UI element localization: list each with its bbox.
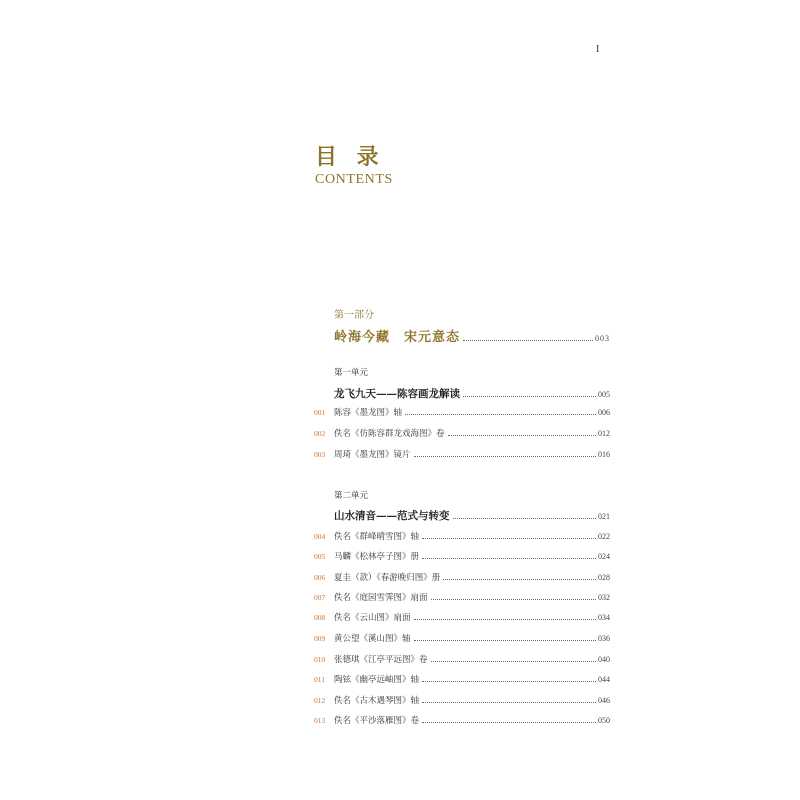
page-number: 003 [595, 334, 610, 343]
part-title: 岭海今藏 宋元意态 [334, 330, 461, 345]
leader-dots [463, 396, 596, 397]
item-number: 003 [314, 450, 326, 459]
item-title: 张德琪《江亭平远图》卷 [334, 655, 428, 665]
list-item[interactable] [334, 673, 610, 685]
leader-dots [422, 702, 596, 703]
page-folio: I [596, 44, 600, 55]
unit-title-entry[interactable] [334, 508, 610, 523]
item-title: 陈容《墨龙图》轴 [334, 408, 403, 418]
item-number: 006 [314, 573, 326, 582]
list-item[interactable] [334, 632, 610, 644]
unit-label: 第二单元 [334, 491, 369, 501]
page-number: 024 [598, 552, 610, 561]
list-item[interactable] [334, 653, 610, 665]
list-item[interactable] [334, 448, 610, 460]
leader-dots [414, 640, 596, 641]
item-title: 佚名《古木遇琴图》轴 [334, 696, 420, 706]
item-title: 黄公望《溪山图》轴 [334, 634, 411, 644]
item-number: 002 [314, 429, 326, 438]
toc-title-english: CONTENTS [315, 172, 393, 187]
page-number: 005 [598, 390, 610, 399]
item-title: 陶铉《幽亭远岫图》轴 [334, 675, 420, 685]
item-number: 011 [314, 675, 325, 684]
leader-dots [431, 599, 596, 600]
page-number: 032 [598, 593, 610, 602]
item-title: 佚名《仿陈容群龙戏海图》卷 [334, 429, 445, 439]
leader-dots [422, 681, 596, 682]
list-item[interactable] [334, 550, 610, 562]
list-item[interactable] [334, 591, 610, 603]
page-number: 021 [598, 512, 610, 521]
page-number: 012 [598, 429, 610, 438]
page-number: 022 [598, 532, 610, 541]
item-title: 佚名《云山图》扇面 [334, 613, 411, 623]
item-title: 马麟《松林亭子图》册 [334, 552, 420, 562]
leader-dots [414, 619, 596, 620]
item-title: 周琦《墨龙图》镜片 [334, 450, 411, 460]
item-number: 013 [314, 716, 326, 725]
list-item[interactable] [334, 427, 610, 439]
leader-dots [443, 579, 596, 580]
item-number: 012 [314, 696, 326, 705]
item-number: 008 [314, 613, 326, 622]
item-number: 007 [314, 593, 326, 602]
leader-dots [422, 722, 596, 723]
item-number: 001 [314, 408, 326, 417]
page-number: 050 [598, 716, 610, 725]
page-number: 006 [598, 408, 610, 417]
item-title: 佚名《庭园雪霁图》扇面 [334, 593, 428, 603]
item-number: 010 [314, 655, 326, 664]
leader-dots [422, 538, 596, 539]
page-number: 028 [598, 573, 610, 582]
list-item[interactable] [334, 406, 610, 418]
item-title: 佚名《平沙落雁图》卷 [334, 716, 420, 726]
item-number: 004 [314, 532, 326, 541]
page-number: 036 [598, 634, 610, 643]
unit-title-entry[interactable] [334, 386, 610, 401]
leader-dots [448, 435, 596, 436]
page-number: 040 [598, 655, 610, 664]
leader-dots [422, 558, 596, 559]
part-label: 第一部分 [334, 310, 374, 321]
leader-dots [414, 456, 596, 457]
page-number: 046 [598, 696, 610, 705]
unit-title: 龙飞九天——陈容画龙解读 [334, 388, 460, 400]
toc-title-chinese: 目 录 [315, 144, 385, 170]
leader-dots [405, 414, 596, 415]
page-number: 044 [598, 675, 610, 684]
leader-dots [463, 340, 593, 341]
item-title: 佚名《群峰晴雪图》轴 [334, 532, 420, 542]
page-number: 034 [598, 613, 610, 622]
part-title-entry[interactable] [334, 326, 610, 345]
list-item[interactable] [334, 571, 610, 583]
leader-dots [453, 518, 597, 519]
unit-label: 第一单元 [334, 368, 369, 378]
list-item[interactable] [334, 611, 610, 623]
page-number: 016 [598, 450, 610, 459]
unit-title: 山水清音——范式与转变 [334, 510, 450, 522]
leader-dots [431, 661, 596, 662]
list-item[interactable] [334, 694, 610, 706]
list-item[interactable] [334, 530, 610, 542]
list-item[interactable] [334, 714, 610, 726]
item-number: 009 [314, 634, 326, 643]
item-number: 005 [314, 552, 326, 561]
item-title: 夏圭（款）《春游晚归图》册 [334, 573, 441, 583]
